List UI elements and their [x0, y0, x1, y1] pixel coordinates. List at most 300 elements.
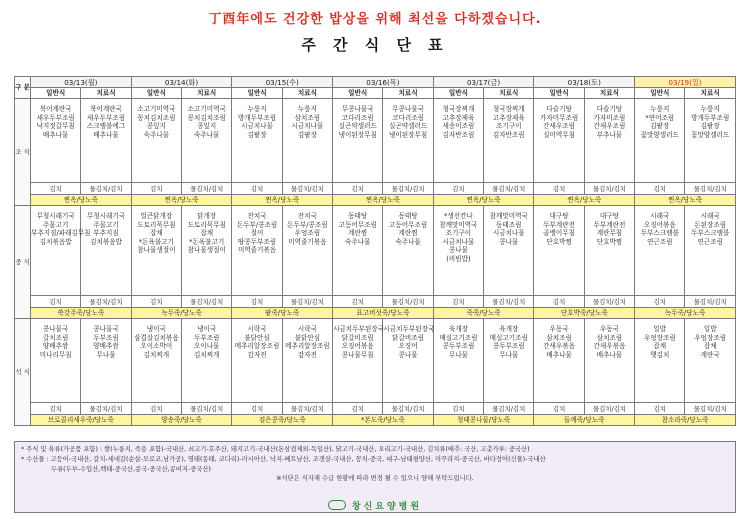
footnote-line: * 주식 및 육류(가공품 포함) : 쌀(누룽지, 죽용 포함)-국내산, 쇠고기-호주산, 돼지고기-국내산(돈삼겹제외-독일산), 닭고기-국내산, 오리고기-국내산, 김치류(배추: 국산, 고춧가루: 중국산) — [21, 446, 530, 453]
lunch-therapy-cell — [484, 206, 534, 296]
kimchi-cell: 김치 — [232, 296, 282, 308]
breakfast-therapy-cell — [584, 99, 634, 183]
weekly-menu-table — [14, 76, 736, 426]
lunch-general-cell — [433, 206, 483, 296]
menu-item: 콩나물국 — [42, 325, 69, 333]
menu-item: 콩나물 — [499, 237, 519, 246]
menu-item: 시래국 — [650, 212, 670, 220]
menu-item: 코다리조림 — [341, 113, 374, 122]
menu-item: 동태탕 — [348, 212, 368, 220]
menu-item: 주물고기 — [93, 220, 119, 229]
kimchi-cell: 김치 — [534, 296, 584, 308]
menu-item: 꽁치김치조림 — [187, 113, 226, 122]
kimchi-cell: 물김치/김치 — [383, 403, 433, 415]
menu-item: 잡채 — [653, 342, 667, 351]
dinner-therapy-cell — [685, 319, 736, 403]
menu-item: 두부조림 — [93, 333, 119, 342]
menu-item: 계란찜 — [398, 229, 418, 238]
kimchi-cell: 김치 — [433, 403, 483, 415]
menu-item: 계란국 — [700, 350, 720, 359]
menu-item: 김팥장 — [247, 130, 267, 139]
menu-item: 미역줄기볶음 — [288, 237, 327, 246]
kimchi-cell: 김치 — [333, 183, 383, 195]
menu-item: 콩나물 — [448, 246, 468, 255]
menu-item: 돈두부/콩조림 — [236, 220, 278, 229]
menu-item: 낙지젓갈무침 — [36, 122, 75, 131]
menu-item: 잔치국 — [297, 212, 317, 220]
dinner-general-cell — [31, 319, 81, 403]
dinner-general-cell — [232, 319, 282, 403]
menu-item: 메추리알장조림 — [285, 342, 330, 351]
menu-item: 참깨맛미역국 — [439, 220, 478, 229]
menu-item: 땅콩두부조림 — [237, 237, 277, 246]
menu-item: 고등어무조림 — [388, 220, 428, 229]
menu-item: *연어조림 — [645, 113, 675, 122]
menu-item: 김치볶음밥 — [90, 237, 122, 246]
footnote-line: 두류(두부-수입산,백태-중국산,콩국-중국산,콩비지-중국산) — [51, 465, 211, 473]
menu-item: 누룽지 — [247, 105, 267, 113]
kimchi-cell: 물김치/김치 — [584, 403, 634, 415]
menu-item: 숙주나물 — [395, 237, 421, 246]
menu-item: 무콩나물국 — [341, 105, 374, 113]
menu-item: 감자전 — [247, 350, 267, 359]
kimchi-cell: 물김치/김치 — [685, 403, 736, 415]
menu-item: 삼치조림 — [546, 333, 572, 342]
footnote-line: * 수산물 : 고등어-국내산, 갈치-세네갈(순살-모로코,남가공), 명태(동태, 코다리)-러시아산, 낙지-베트남산, 조갯살-국내산, 꽁치-중국, 대구-남태평양산, 미꾸라지-중국산, 바다장어(신물)-국내산 — [21, 455, 546, 463]
menu-item: 닭개장 — [197, 212, 217, 220]
menu-item: 콩잎지 — [146, 122, 166, 131]
porridge-snack-cell: 쑥갓주죽/당노죽 — [31, 308, 132, 319]
breakfast-general-cell — [534, 99, 584, 183]
menu-item: 새우두부조림 — [86, 113, 126, 122]
porridge-snack-cell: 찐옥/당노죽 — [232, 195, 333, 206]
dinner-therapy-cell — [81, 319, 131, 403]
menu-item: 콩잎지 — [197, 122, 217, 131]
menu-item: 계란무침 — [596, 229, 623, 238]
kimchi-cell: 물김치/김치 — [282, 296, 332, 308]
menu-item: 꽃맛양샐러드 — [640, 130, 679, 139]
menu-item: 콩나물 — [398, 350, 418, 359]
kimchi-cell: 물김치/김치 — [484, 296, 534, 308]
menu-item: 양배추쌈 — [42, 342, 69, 351]
lunch-therapy-cell — [182, 206, 232, 296]
kimchi-cell: 물김치/김치 — [584, 183, 634, 195]
therapy-diet-header: 치료식 — [584, 88, 634, 99]
dinner-general-cell — [131, 319, 181, 403]
menu-item: 새우두부조림 — [36, 113, 75, 122]
menu-item: 누룽지 — [297, 105, 317, 113]
kimchi-cell: 김치 — [232, 183, 282, 195]
day-header: 03/14(화) — [131, 77, 232, 88]
menu-item: 시금치나물 — [492, 229, 525, 238]
kimchi-cell: 물김치/김치 — [383, 296, 433, 308]
menu-item: 가자미무조림 — [540, 113, 579, 122]
menu-item: 다슬기탕 — [596, 105, 623, 113]
lunch-general-cell — [635, 206, 685, 296]
lunch-general-cell — [31, 206, 91, 296]
porridge-snack-cell: 녹두죽/당노죽 — [131, 308, 232, 319]
kimchi-cell: 물김치/김치 — [282, 183, 332, 195]
menu-item: 시락국 — [247, 325, 267, 333]
menu-item: 시금치나물 — [241, 122, 273, 131]
menu-item: 새송이조림 — [442, 122, 475, 131]
kimchi-cell: 물김치/김치 — [81, 296, 131, 308]
therapy-diet-header: 치료식 — [383, 88, 433, 99]
menu-item: 청국장찌개 — [442, 105, 475, 113]
menu-item: 얼큰닭개장 — [140, 212, 173, 220]
general-diet-header: 일반식 — [131, 88, 181, 99]
kimchi-cell: 물김치/김치 — [685, 183, 736, 195]
menu-item: 감자전 — [297, 350, 317, 359]
menu-item: 불닭안심 — [294, 333, 321, 342]
porridge-snack-cell: 찐옥/당노죽 — [433, 195, 534, 206]
menu-item: 두부계란전 — [543, 220, 576, 229]
menu-item: 다슬기탕 — [546, 105, 572, 113]
dinner-therapy-cell — [282, 319, 332, 403]
porridge-snack-cell: 들깨죽/당노죽 — [534, 415, 635, 426]
meal-label-breakfast: 조 식 — [15, 99, 31, 206]
meal-label-dinner: 석 식 — [15, 319, 31, 426]
therapy-diet-header: 치료식 — [282, 88, 332, 99]
menu-item: 시락국 — [297, 325, 317, 333]
lunch-therapy-cell — [685, 206, 736, 296]
kimchi-cell: 물김치/김치 — [81, 183, 131, 195]
menu-item: 콩나물무침 — [341, 350, 374, 359]
menu-item: 돈두부/콩조림 — [287, 220, 328, 229]
menu-item: 코다리조림 — [392, 113, 424, 122]
day-header: 03/13(월) — [31, 77, 132, 88]
lunch-general-cell — [333, 206, 383, 296]
porridge-snack-cell: 브로콜리새우죽/당노죽 — [31, 415, 132, 426]
day-header: 03/18(토) — [534, 77, 635, 88]
kimchi-cell: 물김치/김치 — [685, 296, 736, 308]
day-header-sunday: 03/19(일) — [635, 77, 736, 88]
menu-item: 단호박찜 — [596, 237, 623, 246]
kimchi-cell: 김치 — [333, 296, 383, 308]
porridge-snack-cell: *본도죽/당노죽 — [333, 415, 434, 426]
kimchi-cell: 김치 — [31, 296, 81, 308]
menu-item: 시금치두부된장국 — [333, 325, 385, 333]
menu-item: 김자반조림 — [492, 130, 525, 139]
porridge-snack-cell: 찐옥/당노죽 — [333, 195, 434, 206]
menu-item: 오이나물 — [193, 342, 220, 351]
menu-item: 냉이국 — [146, 325, 166, 333]
breakfast-therapy-cell — [81, 99, 131, 183]
kimchi-cell: 김치 — [635, 183, 685, 195]
breakfast-general-cell — [31, 99, 81, 183]
kimchi-cell: 김치 — [131, 296, 181, 308]
menu-item: 시금치나물 — [291, 122, 324, 131]
menu-item: 숙주나물 — [193, 130, 220, 139]
menu-item: 도토리묵무침 — [187, 220, 226, 229]
porridge-snack-cell: 찐옥/당노죽 — [31, 195, 132, 206]
menu-item: 냉이국 — [197, 325, 217, 333]
menu-item: 삼겹살김치볶음 — [134, 333, 179, 342]
breakfast-therapy-cell — [182, 99, 232, 183]
kimchi-cell: 김치 — [433, 183, 483, 195]
menu-item: 오징어볶음 — [643, 220, 676, 229]
kimchi-cell: 김치 — [131, 403, 181, 415]
menu-item: 꽁치김치조림 — [137, 113, 176, 122]
porridge-snack-cell: 죽죽/당노죽 — [433, 308, 534, 319]
menu-item: 삼치조림 — [596, 333, 623, 342]
menu-item: 콩나물국 — [93, 325, 119, 333]
hospital-name: 창신요양병원 — [351, 501, 423, 512]
menu-item: 누룽지 — [650, 105, 670, 113]
day-header: 03/15(수) — [232, 77, 333, 88]
hospital-logo-icon — [328, 500, 346, 510]
menu-item: 무나물 — [96, 350, 116, 359]
porridge-snack-cell: 청태콩나물/당노죽 — [433, 415, 534, 426]
menu-item: 햇김치 — [650, 350, 670, 359]
therapy-diet-header: 치료식 — [182, 88, 232, 99]
day-header: 03/17(금) — [433, 77, 534, 88]
menu-item: 고추장제육 — [492, 113, 525, 122]
menu-item: 배추나물 — [93, 130, 119, 139]
menu-item: 냉이된장무침 — [338, 130, 377, 139]
menu-item: 잡채 — [703, 342, 717, 351]
lunch-therapy-cell — [81, 206, 131, 296]
menu-item: 무청시래기국 — [86, 212, 126, 220]
menu-item: 연근조림 — [697, 237, 723, 246]
menu-item: 매실고기조림 — [439, 333, 478, 342]
menu-item: 참나물생절이 — [187, 246, 226, 255]
menu-item: 콩두부조림 — [442, 342, 475, 351]
breakfast-general-cell — [333, 99, 383, 183]
menu-item: 김치볶음밥 — [39, 237, 72, 246]
menu-item: 김팥장 — [297, 130, 317, 139]
general-diet-header: 일반식 — [534, 88, 584, 99]
menu-item: 배추나물 — [596, 350, 623, 359]
menu-item: 부추지짐/파래김무침 — [31, 229, 91, 238]
general-diet-header: 일반식 — [635, 88, 685, 99]
menu-item: 조기구이 — [445, 229, 472, 238]
menu-item: 간새우볶음 — [593, 342, 626, 351]
menu-item: 실곤약샐러드 — [388, 122, 428, 131]
menu-item: 무나물 — [499, 350, 519, 359]
menu-item: 가자미조림 — [593, 113, 626, 122]
dinner-therapy-cell — [584, 319, 634, 403]
day-header: 03/16(목) — [333, 77, 434, 88]
kimchi-cell: 물김치/김치 — [282, 403, 332, 415]
menu-item: 스크램블에그 — [86, 122, 126, 131]
menu-item: 김치찌개 — [143, 350, 170, 359]
menu-item: 육개장 — [499, 325, 519, 333]
menu-item: 소고기미역국 — [187, 105, 226, 113]
kimchi-cell: 김치 — [333, 403, 383, 415]
menu-item: 삼치조림 — [294, 113, 321, 122]
menu-item: 두부계란전 — [593, 220, 626, 229]
porridge-snack-cell: 검은콩죽/당노죽 — [232, 415, 333, 426]
kimchi-cell: 물김치/김치 — [182, 403, 232, 415]
menu-item: 일밥 — [653, 325, 667, 333]
breakfast-general-cell — [635, 99, 685, 183]
lunch-general-cell — [131, 206, 181, 296]
kimchi-cell: 물김치/김치 — [484, 403, 534, 415]
menu-item: 육개장 — [448, 325, 468, 333]
greeting-banner: 丁酉年에도 건강한 밥상을 위해 최선을 다하겠습니다. — [208, 12, 542, 27]
menu-item: 도토리묵무침 — [137, 220, 176, 229]
menu-item: 두부조림 — [193, 333, 220, 342]
menu-item: 무청시래기국 — [36, 212, 75, 220]
menu-item: 방개두부조림 — [237, 113, 277, 122]
menu-item: 두부스크램블 — [691, 229, 730, 238]
menu-item: 잔치국 — [247, 212, 267, 220]
menu-item: 닭갈비조림 — [341, 333, 374, 342]
menu-item: 배추나물 — [546, 350, 572, 359]
breakfast-general-cell — [232, 99, 282, 183]
general-diet-header: 일반식 — [433, 88, 483, 99]
porridge-snack-cell: 표고버섯죽/당노죽 — [333, 308, 434, 319]
menu-item: 콩두부조림 — [492, 342, 525, 351]
menu-item: 시금치두부된장국 — [383, 325, 435, 333]
lunch-general-cell — [232, 206, 282, 296]
dinner-general-cell — [333, 319, 383, 403]
general-diet-header: 일반식 — [31, 88, 81, 99]
menu-item: 우동국 — [549, 325, 569, 333]
menu-item: 닭갈비조림 — [392, 333, 424, 342]
menu-item: 무나물 — [448, 350, 468, 359]
menu-item: 잡채 — [200, 229, 214, 238]
porridge-snack-cell: 참소라죽/당노죽 — [635, 415, 736, 426]
gubun-header: 구 분 — [15, 77, 31, 99]
menu-item: 꽃맛양샐러드 — [691, 130, 730, 139]
menu-item: 대구탕 — [549, 212, 569, 220]
kimchi-cell: 물김치/김치 — [584, 296, 634, 308]
menu-item: 불닭안심 — [244, 333, 270, 342]
menu-item: 간새우조림 — [543, 122, 576, 131]
menu-item: 우동국 — [599, 325, 619, 333]
menu-item: 미나리무침 — [39, 350, 72, 359]
breakfast-therapy-cell — [685, 99, 736, 183]
menu-item: 미역줄기볶음 — [237, 246, 277, 255]
dinner-general-cell — [534, 319, 584, 403]
kimchi-cell: 김치 — [31, 403, 81, 415]
menu-item: 시래국 — [700, 212, 720, 220]
menu-item: 조기구이 — [496, 122, 522, 131]
menu-item: *돈육불고기 — [138, 237, 174, 246]
kimchi-cell: 김치 — [433, 296, 483, 308]
kimchi-cell: 김치 — [131, 183, 181, 195]
therapy-diet-header: 치료식 — [484, 88, 534, 99]
therapy-diet-header: 치료식 — [685, 88, 736, 99]
menu-item: 김팥장 — [650, 122, 670, 131]
menu-item: 청국장찌개 — [492, 105, 525, 113]
lunch-general-cell — [534, 206, 584, 296]
dinner-general-cell — [635, 319, 685, 403]
menu-item: 연근조림 — [647, 237, 673, 246]
menu-item: 대구탕 — [599, 212, 619, 220]
kimchi-cell: 김치 — [534, 183, 584, 195]
kimchi-cell: 물김치/김치 — [484, 183, 534, 195]
general-diet-header: 일반식 — [232, 88, 282, 99]
meal-label-lunch: 중 식 — [15, 206, 31, 319]
breakfast-therapy-cell — [484, 99, 534, 183]
menu-item: 돈된장조림 — [694, 220, 727, 229]
menu-item: 김치찌개 — [193, 350, 220, 359]
menu-item: *돈육불고기 — [189, 237, 225, 246]
menu-item: 시금치나물 — [442, 237, 475, 246]
menu-item: 메추리알장조림 — [234, 342, 280, 351]
kimchi-cell: 김치 — [635, 403, 685, 415]
menu-item: 우엉조림 — [294, 229, 321, 238]
menu-item: (비빔밥) — [446, 254, 471, 263]
dinner-therapy-cell — [484, 319, 534, 403]
menu-item: 오이소박이 — [140, 342, 173, 351]
menu-item: *생선칸나 — [444, 212, 473, 220]
menu-item: 동태조림 — [496, 220, 522, 229]
menu-item: 절이 — [250, 229, 264, 238]
therapy-diet-header: 치료식 — [81, 88, 131, 99]
menu-item: 오징어볶음 — [341, 342, 374, 351]
menu-item: 우엉장조림 — [643, 333, 676, 342]
menu-item: 동태탕 — [398, 212, 418, 220]
menu-item: 부추지짐 — [93, 229, 119, 238]
kimchi-cell: 물김치/김치 — [182, 296, 232, 308]
kimchi-cell: 물김치/김치 — [182, 183, 232, 195]
porridge-snack-cell: 녹두죽/당노죽 — [635, 308, 736, 319]
menu-item: 참깨맛미역국 — [489, 212, 528, 220]
dinner-therapy-cell — [383, 319, 433, 403]
menu-item: 숙주나물 — [344, 237, 371, 246]
hospital-brand — [282, 498, 468, 512]
menu-item: 소고기미역국 — [137, 105, 176, 113]
menu-item: 간새우볶음 — [543, 342, 576, 351]
menu-item: 김자반조림 — [442, 130, 475, 139]
porridge-snack-cell: 찐옥/당노죽 — [534, 195, 635, 206]
menu-item: 주물고기 — [42, 220, 69, 229]
porridge-snack-cell: 찐옥/당노죽 — [131, 195, 232, 206]
menu-item: 부추나물 — [596, 130, 623, 139]
menu-item: 오징어 — [398, 342, 418, 351]
menu-item: 일밥 — [703, 325, 717, 333]
breakfast-general-cell — [131, 99, 181, 183]
menu-item: 고등어무조림 — [338, 220, 377, 229]
kimchi-cell: 김치 — [534, 403, 584, 415]
menu-item: 양배추쌈 — [93, 342, 119, 351]
menu-item: 김팥장 — [700, 122, 720, 131]
page-title: 주 간 식 단 표 — [301, 36, 449, 54]
lunch-therapy-cell — [584, 206, 634, 296]
lunch-therapy-cell — [282, 206, 332, 296]
menu-item: 배추나물 — [42, 130, 69, 139]
dinner-general-cell — [433, 319, 483, 403]
menu-item: 두부스크램블 — [640, 229, 679, 238]
porridge-snack-cell: 팥죽/당노죽 — [232, 308, 333, 319]
porridge-snack-cell: 단호박죽/당노죽 — [534, 308, 635, 319]
menu-item: 매실고기조림 — [489, 333, 528, 342]
menu-item: 갈치조림 — [42, 333, 69, 342]
menu-item: 무콩나물국 — [392, 105, 424, 113]
breakfast-therapy-cell — [282, 99, 332, 183]
porridge-snack-cell: 양송죽/당노죽 — [131, 415, 232, 426]
menu-item: 잡채 — [149, 229, 163, 238]
menu-item: 참나물생절이 — [137, 246, 176, 255]
lunch-therapy-cell — [383, 206, 433, 296]
general-diet-header: 일반식 — [333, 88, 383, 99]
menu-item: 실미역무침 — [543, 130, 576, 139]
menu-item: 방개두부조림 — [691, 113, 730, 122]
menu-item: 계란찜 — [348, 229, 368, 238]
menu-item: 골뱅이무침 — [543, 229, 576, 238]
kimchi-cell: 물김치/김치 — [81, 403, 131, 415]
kimchi-cell: 김치 — [31, 183, 81, 195]
footnote-notice: ※식단은 식자재 수급 현황에 따라 변경 될 수 있으니 양해 부탁드립니다. — [276, 475, 474, 483]
kimchi-cell: 물김치/김치 — [383, 183, 433, 195]
kimchi-cell: 김치 — [635, 296, 685, 308]
menu-item: 우엉장조림 — [694, 333, 727, 342]
porridge-snack-cell: 찐옥/당노죽 — [635, 195, 736, 206]
